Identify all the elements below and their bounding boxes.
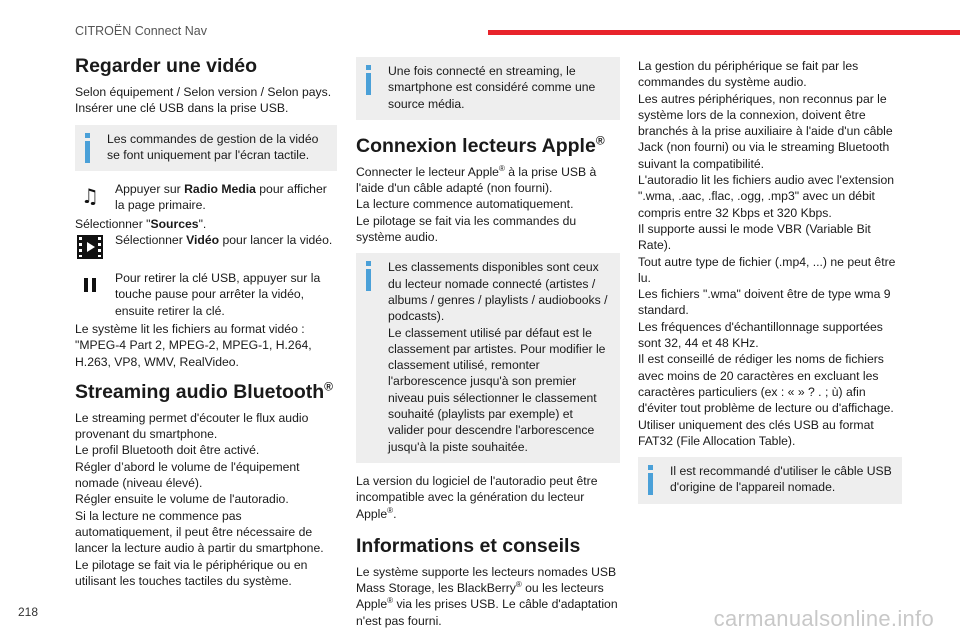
heading-bluetooth-streaming: Streaming audio Bluetooth® — [75, 379, 334, 403]
info-note — [638, 457, 902, 504]
paragraph: Les fréquences d'échantillonnage supportées sont 32, 44 et 48 KHz. — [638, 319, 883, 351]
column-middle — [356, 57, 620, 629]
watermark: carmanualsonline.info — [713, 606, 934, 631]
running-header: CITROËN Connect Nav — [75, 24, 207, 38]
paragraph: La lecture commence automatiquement. — [356, 197, 574, 212]
paragraph: Le pilotage se fait via les commandes du système audio. — [356, 213, 577, 245]
paragraph: Tout autre type de fichier (.mp4, ...) ne peut être lu. — [638, 254, 896, 285]
info-icon — [366, 65, 371, 95]
paragraph: Le système supporte les lecteurs nomades USB Mass Storage, les BlackBerry® ou les lecteurs Apple® via les prises USB. Le câble d'adaptation n'est pas fourni. — [356, 564, 618, 628]
info-note — [356, 253, 620, 463]
music-note-icon: ♫ — [81, 184, 99, 209]
paragraph: Régler ensuite le volume de l'autoradio. — [75, 492, 289, 507]
step-radio-media: ♫ Appuyer sur Radio Media pour afficher la page primaire. — [75, 181, 337, 214]
paragraph: Il est conseillé de rédiger les noms de fichiers avec moins de 20 caractères en excluant les caractères particuliers (ex : « » ? . ; ù) afin d'éviter tout problème de lecture ou d'affichage. — [638, 352, 894, 416]
info-note — [75, 125, 337, 172]
heading-watch-video: Regarder une vidéo — [75, 55, 258, 77]
info-icon — [85, 133, 90, 163]
paragraph: Selon équipement / Selon version / Selon pays. — [75, 85, 332, 99]
column-left — [75, 54, 337, 589]
paragraph: Connecter le lecteur Apple® à la prise USB à l'aide d'un câble adapté (non fourni). — [356, 163, 597, 196]
note-text: Le classement utilisé par défaut est le classement par artistes. Pour modifier le classement utilisé, remonter l'arborescence jusqu'à son premier niveau puis sélectionner le classement souhaité (playlists par exemple) et valider pour descendre l'arborescence jusqu'à la piste souhaitée. — [388, 325, 606, 454]
heading-apple-connection: Connexion lecteurs Apple® — [356, 133, 605, 157]
paragraph: Il supporte aussi le mode VBR (Variable Bit Rate). — [638, 221, 871, 253]
video-film-icon — [75, 232, 105, 262]
column-right — [638, 58, 902, 514]
note-text: Les commandes de gestion de la vidéo se font uniquement par l'écran tactile. — [107, 131, 319, 162]
paragraph: Régler d’abord le volume de l'équipement nomade (niveau élevé). — [75, 459, 300, 491]
header-accent-bar — [488, 30, 960, 35]
step-remove-usb: Pour retirer la clé USB, appuyer sur la touche pause pour arrêter la vidéo, ensuite retirer la clé. — [75, 270, 337, 319]
paragraph: Le pilotage se fait via le périphérique ou en utilisant les touches tactiles du système. — [75, 557, 308, 588]
note-text: Il est recommandé d'utiliser le câble USB d'origine de l'appareil nomade. — [670, 464, 892, 495]
paragraph: Insérer une clé USB dans la prise USB. — [75, 101, 289, 116]
page-number: 218 — [18, 605, 39, 619]
paragraph: La version du logiciel de l'autoradio peut être incompatible avec la génération du lecteur Apple®. — [356, 473, 598, 521]
info-icon — [648, 465, 653, 495]
step-video: Sélectionner Vidéo pour lancer la vidéo. — [75, 232, 337, 262]
paragraph: Les autres périphériques, non reconnus par le système lors de la connexion, doivent être branchés à la prise auxiliaire à l'aide d'un câble Jack (non fourni) ou via le streaming Bluetooth suivant la compatibilité. — [638, 91, 893, 171]
info-icon — [366, 261, 371, 291]
paragraph: Le streaming permet d'écouter le flux audio provenant du smartphone. — [75, 410, 309, 442]
pause-icon — [75, 270, 105, 300]
heading-info-tips: Informations et conseils — [356, 534, 581, 557]
paragraph: Le profil Bluetooth doit être activé. — [75, 443, 260, 458]
paragraph: L'autoradio lit les fichiers audio avec l'extension ".wma, .aac, .flac, .ogg, .mp3" avec un débit compris entre 32 Kbps et 320 Kbps. — [638, 173, 894, 220]
paragraph: Le système lit les fichiers au format vidéo : "MPEG-4 Part 2, MPEG-2, MPEG-1, H.264, H.263, VP8, WMV, RealVideo. — [75, 321, 312, 369]
paragraph: Les fichiers ".wma" doivent être de type wma 9 standard. — [638, 287, 891, 318]
paragraph: Si la lecture ne commence pas automatiquement, il peut être nécessaire de lancer la lecture audio à partir du smartphone. — [75, 508, 324, 556]
paragraph: La gestion du périphérique se fait par les commandes du système audio. — [638, 59, 859, 90]
note-text: Une fois connecté en streaming, le smartphone est considéré comme une source média. — [388, 64, 596, 111]
step-sources: Sélectionner "Sources". — [75, 216, 207, 231]
paragraph: Utiliser uniquement des clés USB au format FAT32 (File Allocation Table). — [638, 417, 874, 448]
note-text: Les classements disponibles sont ceux du lecteur nomade connecté (artistes / albums / genres / playlists / audiobooks / podcasts). — [388, 260, 608, 324]
info-note — [356, 57, 620, 120]
